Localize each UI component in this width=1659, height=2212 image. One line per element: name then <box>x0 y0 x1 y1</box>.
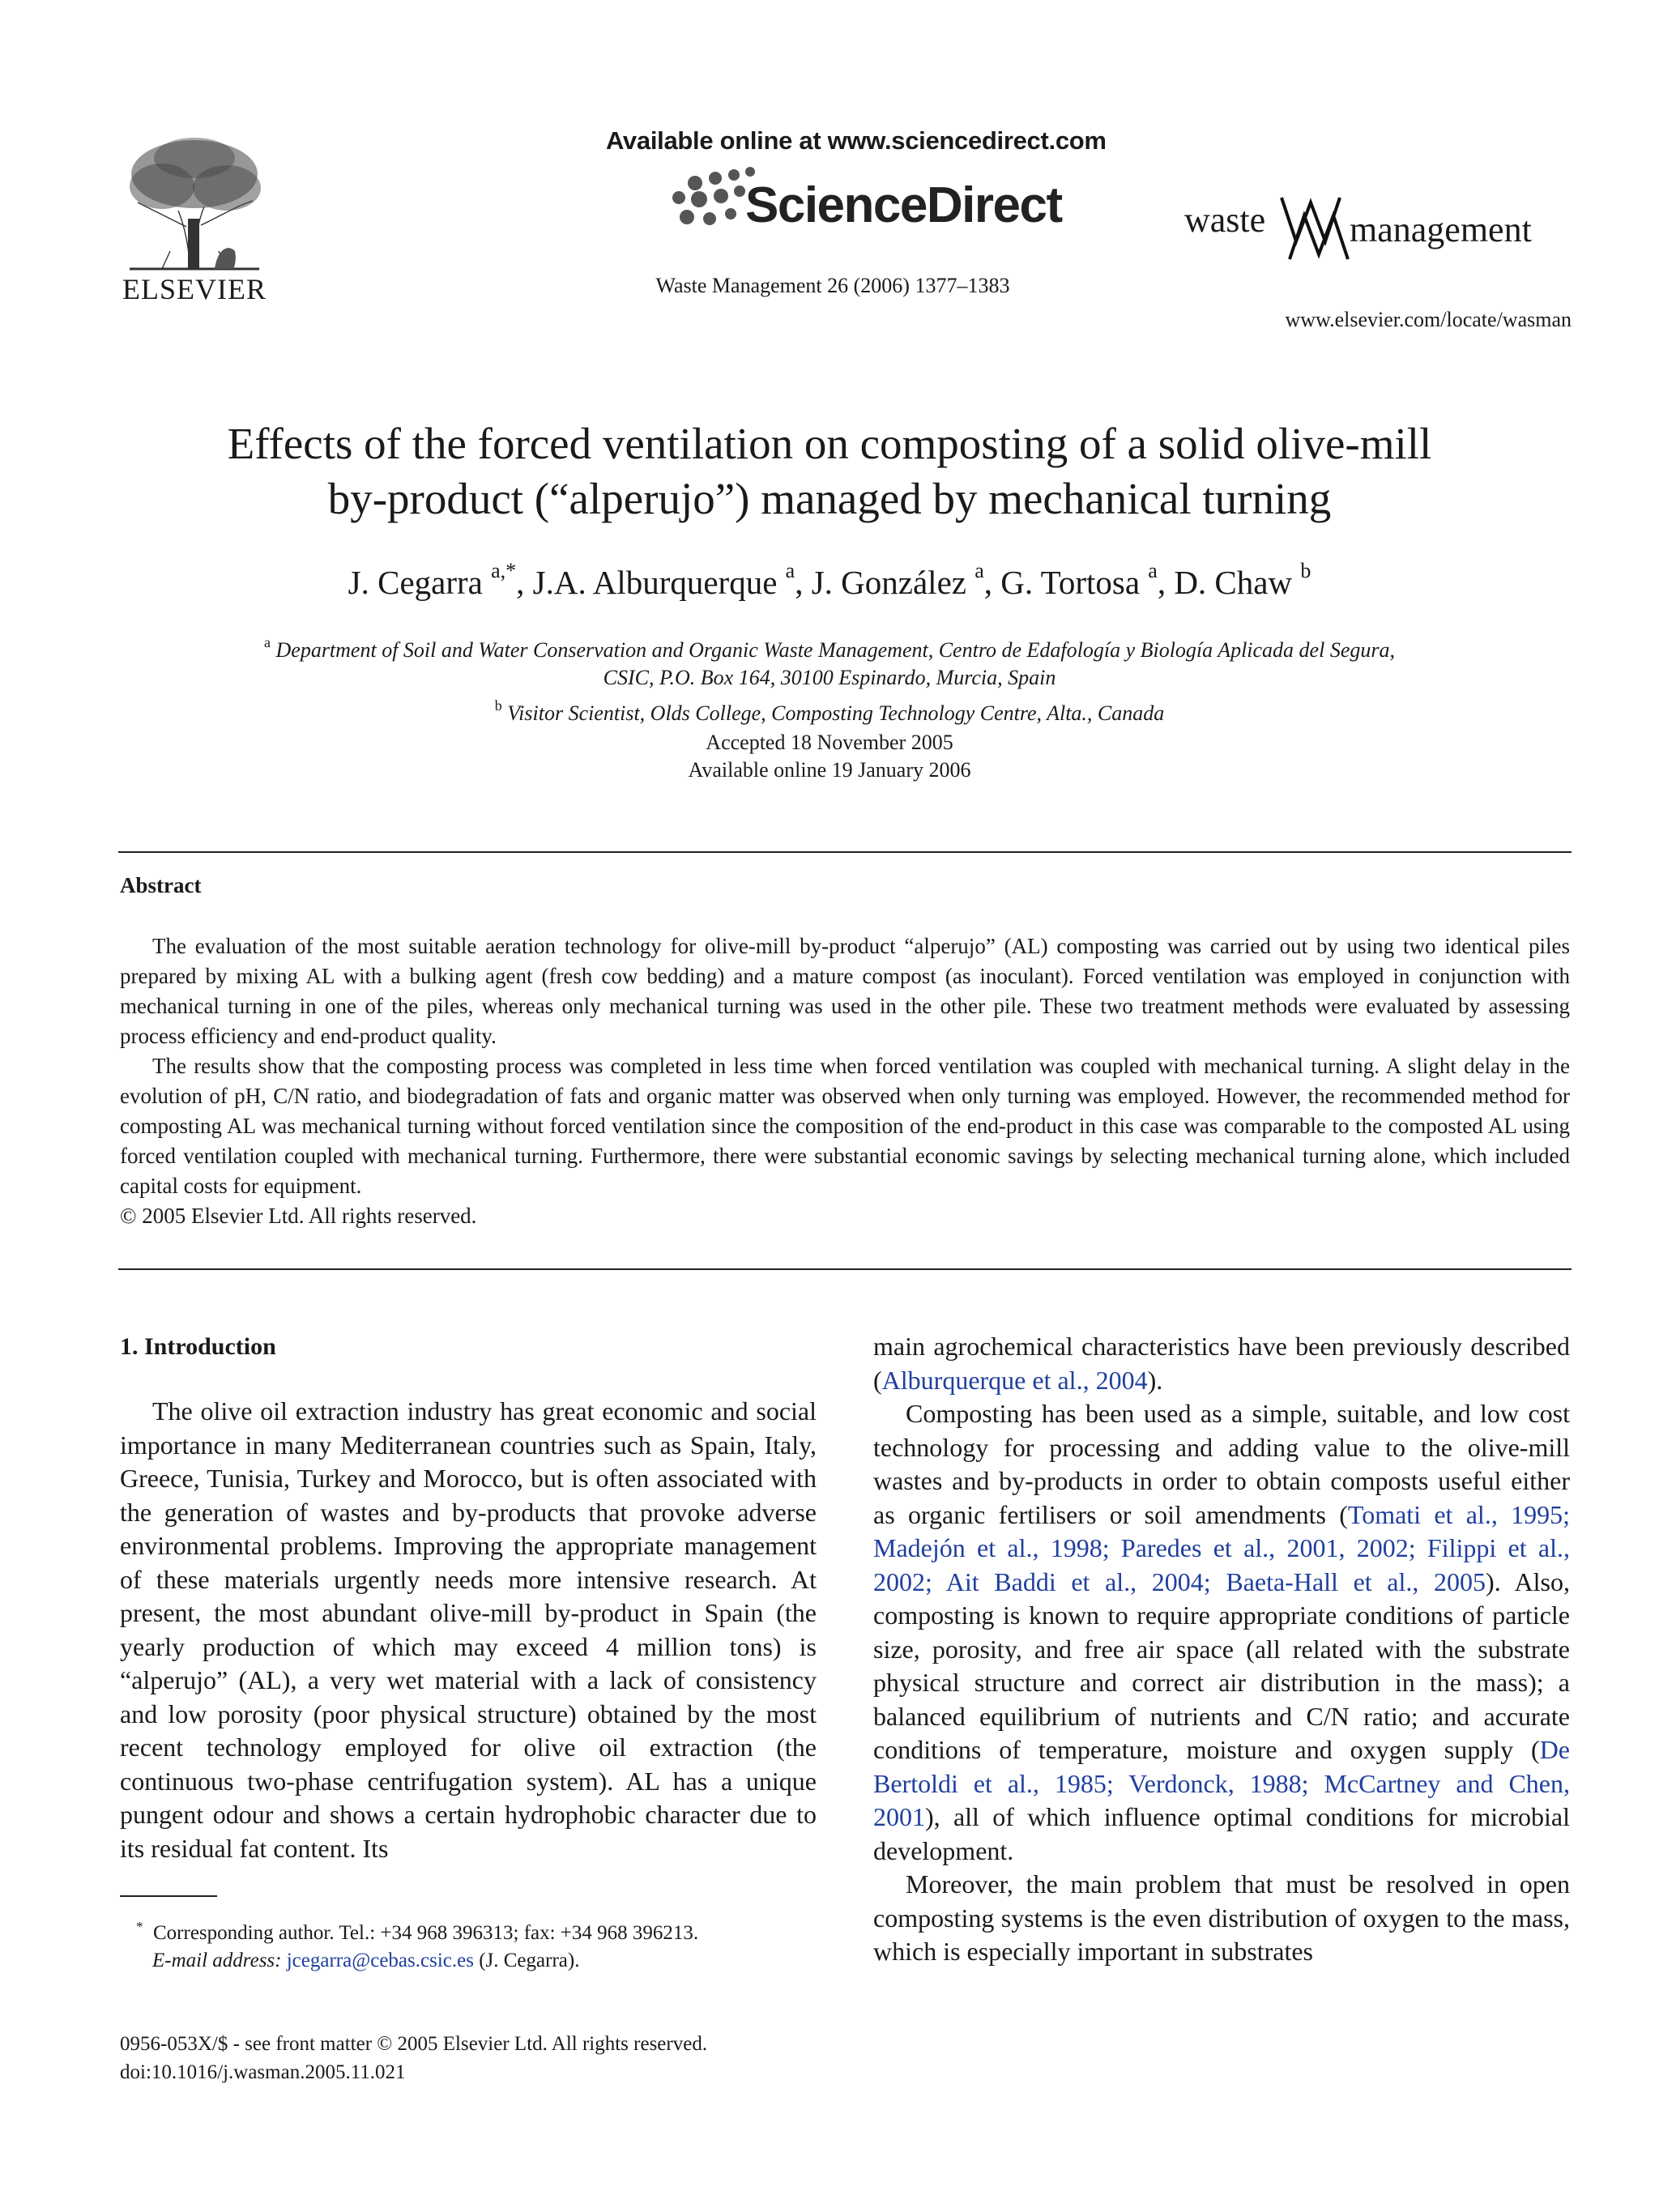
paragraph-text: main agrochemical characteristics have been previously described ( <box>873 1332 1570 1395</box>
intro-paragraph: Moreover, the main problem that must be resolved in open composting systems is the even distribution of oxygen to the mass, which is especially important in substrates <box>873 1869 1570 1966</box>
intro-paragraph: The olive oil extraction industry has great economic and social importance in many Mediterranean countries such as Spain, Italy, Greece, Tunisia, Turkey and Morocco, but is often associated with the generation of wastes and by-products that provoke adverse environmental problems. Improving the appropriate management of these materials urgently needs more intensive research. At present, the most abundant olive-mill by-product in Spain (the yearly production of which may exceed 4 million tons) is “alperujo” (AL), a very wet material with a lack of consistency and low porosity (poor physical structure) obtained by the most recent technology employed for olive oil extraction (the continuous two-phase centrifugation system). AL has a unique pungent odour and shows a certain hydrophobic character due to its residual fat content. Its <box>120 1396 817 1863</box>
author-name: J. Cegarra <box>348 564 483 601</box>
right-column <box>873 1330 1570 1969</box>
citation-link[interactable]: Alburquerque et al., 2004 <box>881 1365 1148 1395</box>
author-affiliation-mark[interactable]: b <box>1300 559 1311 582</box>
abstract-top-rule <box>118 851 1572 853</box>
affiliations <box>81 629 1578 727</box>
footnote-mark: * <box>136 1919 143 1934</box>
author-name: J.A. Alburquerque <box>532 564 778 601</box>
citation-link[interactable]: De Bertoldi et al., 1985; Verdonck, 1988; McCartney and Chen, 2001 <box>873 1735 1570 1831</box>
waste-management-logo <box>1184 191 1572 264</box>
abstract-paragraph: The evaluation of the most suitable aeration technology for olive-mill by-product “alperujo” (AL) composting was carried out by using two identical piles prepared by mixing AL with a bulking agent (fresh cow bedding) and a mature compost (as inoculant). Forced ventilation was employed in conjunction with mechanical turning in one of the piles, whereas only mechanical turning was used in the other pile. These two treatment methods were evaluated by assessing process efficiency and end-product quality. <box>120 934 1570 1048</box>
section-heading-introduction: 1. Introduction <box>120 1333 276 1360</box>
available-date: Available online 19 January 2006 <box>688 758 971 782</box>
affiliation-a-line2: CSIC, P.O. Box 164, 30100 Espinardo, Murcia, Spain <box>603 666 1056 689</box>
abstract-paragraph: The results show that the composting process was completed in less time when forced ventilation was coupled with mechanical turning. A slight delay in the evolution of pH, C/N ratio, and biodegradation of fats and organic matter was observed when only turning was employed. However, the recommended method for composting AL was mechanical turning without forced ventilation since the composition of the end-product in this case was comparable to the composted AL using forced ventilation coupled with mechanical turning. Furthermore, there were substantial economic savings by selecting mechanical turning alone, which included capital costs for equipment. <box>120 1054 1570 1198</box>
journal-logo-right: management <box>1350 210 1532 249</box>
email-link[interactable]: jcegarra@cebas.csic.es <box>286 1950 474 1971</box>
paragraph-text: ). <box>1147 1365 1163 1395</box>
intro-paragraph <box>873 1330 1570 1397</box>
available-online-text[interactable]: Available online at www.sciencedirect.com <box>606 126 1107 155</box>
affiliation-b <box>81 692 1578 727</box>
author-separator: , <box>795 564 812 601</box>
abstract-copyright: © 2005 Elsevier Ltd. All rights reserved. <box>120 1204 477 1228</box>
author-separator: , <box>1157 564 1175 601</box>
author-affiliation-mark[interactable]: a <box>1148 559 1158 582</box>
intro-paragraph <box>873 1397 1570 1868</box>
author-name: G. Tortosa <box>1000 564 1141 601</box>
affiliation-a <box>81 629 1578 664</box>
email-owner: (J. Cegarra). <box>479 1950 580 1971</box>
author-name: D. Chaw <box>1174 564 1293 601</box>
issn-line: 0956-053X/$ - see front matter © 2005 Elsevier Ltd. All rights reserved. <box>120 2033 708 2055</box>
abstract-bottom-rule <box>118 1268 1572 1270</box>
title-line-1: Effects of the forced ventilation on composting of a solid olive-mill <box>227 419 1432 468</box>
author-affiliation-mark[interactable]: a <box>785 559 795 582</box>
paragraph-text: ). Also, composting is known to require appropriate conditions of particle size, porosity, and free air space (all related with the substrate physical structure and correct air distribution in the mass); a balanced equilibrium of nutrients and C/N ratio; and accurate conditions of temperature, moisture and oxygen supply ( <box>873 1566 1571 1764</box>
article-title <box>81 416 1578 526</box>
paragraph-text: ), all of which influence optimal conditions for microbial development. <box>873 1802 1570 1865</box>
author-name: J. González <box>811 564 966 601</box>
abstract-body <box>120 931 1570 1231</box>
abstract-heading: Abstract <box>120 873 202 897</box>
affiliation-mark: a <box>264 634 271 650</box>
footnote-rule <box>120 1895 217 1897</box>
journal-logo-left: waste <box>1184 200 1266 240</box>
email-label: E-mail address: <box>152 1950 282 1971</box>
left-column <box>120 1395 817 1865</box>
journal-url[interactable]: www.elsevier.com/locate/wasman <box>1285 308 1572 331</box>
footnote-line-2 <box>120 1947 833 1975</box>
affiliation-a-line1: Department of Soil and Water Conservation and Organic Waste Management, Centro de Edafología y Biología Aplicada del Segura, <box>275 638 1395 662</box>
corresponding-author-footnote <box>120 1913 833 1975</box>
doi-line[interactable]: doi:10.1016/j.wasman.2005.11.021 <box>120 2061 406 2083</box>
accepted-date: Accepted 18 November 2005 <box>706 731 953 754</box>
footnote-text: Corresponding author. Tel.: +34 968 396313; fax: +34 968 396213. <box>153 1922 699 1944</box>
paragraph-text: Composting has been used as a simple, suitable, and low cost technology for processing and adding value to the olive-mill wastes and by-products in order to obtain composts useful either as organic fertilisers or soil amendments ( <box>873 1399 1570 1529</box>
author-separator: , <box>516 564 533 601</box>
author-separator: , <box>983 564 1001 601</box>
author-list <box>81 559 1578 602</box>
author-affiliation-mark[interactable]: a <box>975 559 984 582</box>
imprint <box>120 2030 833 2086</box>
publisher-name: ELSEVIER <box>122 273 267 305</box>
journal-citation: Waste Management 26 (2006) 1377–1383 <box>655 274 1010 297</box>
wm-monogram-icon <box>1278 191 1351 264</box>
affiliation-mark: b <box>494 697 502 714</box>
footnote-line-1 <box>120 1913 833 1947</box>
author-affiliation-mark[interactable]: a,* <box>491 559 517 582</box>
citation-link[interactable]: Tomati et al., 1995; Madejón et al., 1998; Paredes et al., 2001, 2002; Filippi et al., 2002; Ait Baddi et al., 2004; Baeta-Hall et al., 2005 <box>873 1499 1571 1596</box>
sciencedirect-logo-text: ScienceDirect <box>745 177 1062 233</box>
affiliation-b-line1: Visitor Scientist, Olds College, Composting Technology Centre, Alta., Canada <box>507 701 1165 725</box>
title-line-2: by-product (“alperujo”) managed by mechanical turning <box>327 474 1332 523</box>
article-dates <box>81 729 1578 784</box>
